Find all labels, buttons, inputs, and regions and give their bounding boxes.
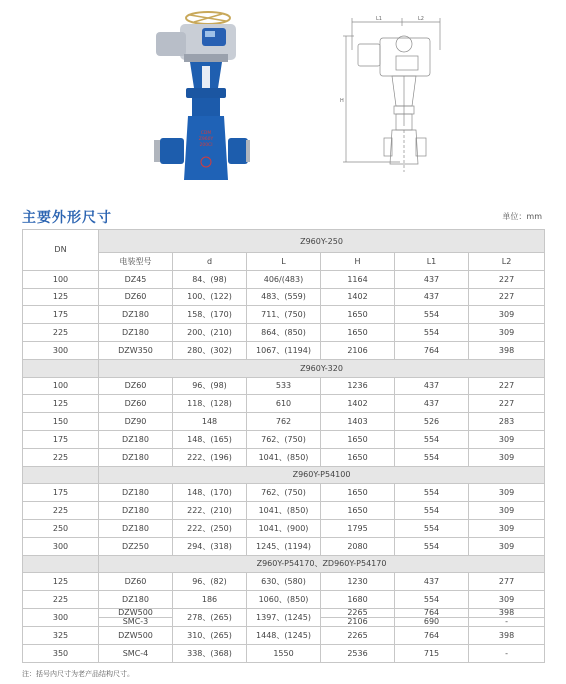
table-cell: 325 [23, 626, 99, 644]
product-images [0, 0, 566, 200]
column-header-h: H [321, 253, 395, 271]
table-cell: 764 [395, 341, 469, 359]
footnote: 注：括号内尺寸为老产品结构尺寸。 [22, 670, 134, 678]
table-cell: 158、(170) [173, 306, 247, 324]
section-title-cell: Z960Y-P54170、ZD960Y-P54170 [99, 555, 545, 573]
table-cell: 398 [469, 341, 545, 359]
table-row [23, 288, 545, 306]
table-row [23, 608, 545, 626]
table-cell: 1041、(850) [247, 502, 321, 520]
table-cell: 222、(196) [173, 448, 247, 466]
table-row [23, 448, 545, 466]
table-row [23, 591, 545, 609]
table-cell: 483、(559) [247, 288, 321, 306]
table-row [23, 537, 545, 555]
table-cell: 1041、(850) [247, 448, 321, 466]
table-cell: 148 [173, 413, 247, 431]
table-cell: 338、(368) [173, 644, 247, 662]
photo-marking-2: Z960Y [198, 137, 214, 142]
table-cell [99, 608, 173, 626]
table-cell: 762、(750) [247, 484, 321, 502]
table-cell: 222、(210) [173, 502, 247, 520]
table-cell: DZ250 [99, 537, 173, 555]
photo-marking-3: 200CI [199, 143, 213, 148]
table-cell: 300 [23, 341, 99, 359]
table-row [23, 306, 545, 324]
table-cell: - [469, 644, 545, 662]
table-cell: 227 [469, 377, 545, 395]
table-cell: 310、(265) [173, 626, 247, 644]
table-cell: 227 [469, 270, 545, 288]
table-cell-line: SMC-3 [99, 617, 172, 626]
table-cell: 309 [469, 537, 545, 555]
table-cell: 175 [23, 430, 99, 448]
section-title-cell: Z960Y-320 [99, 359, 545, 377]
table-cell: 1060、(850) [247, 591, 321, 609]
column-header-d: d [173, 253, 247, 271]
table-cell: DZW350 [99, 341, 173, 359]
table-cell: DZ180 [99, 484, 173, 502]
model-header: 电装型号 [99, 253, 173, 271]
table-cell: 186 [173, 591, 247, 609]
table-cell: 100 [23, 270, 99, 288]
section-blank-cell [23, 555, 99, 573]
table-cell: 150 [23, 413, 99, 431]
photo-marking-1: CDM [200, 131, 212, 136]
section-title: 主要外形尺寸 [22, 210, 112, 226]
column-header-l1: L1 [395, 253, 469, 271]
table-cell [469, 608, 545, 626]
table-cell: 1403 [321, 413, 395, 431]
table-cell: 96、(98) [173, 377, 247, 395]
column-header-row [23, 253, 545, 271]
table-row [23, 519, 545, 537]
table-cell: SMC-4 [99, 644, 173, 662]
table-cell: 1680 [321, 591, 395, 609]
table-cell: 225 [23, 591, 99, 609]
table-cell: 125 [23, 288, 99, 306]
table-cell: 222、(250) [173, 519, 247, 537]
table-row [23, 626, 545, 644]
table-cell: 350 [23, 644, 99, 662]
table-cell: 294、(318) [173, 537, 247, 555]
table-cell: DZ180 [99, 519, 173, 537]
table-cell: 554 [395, 484, 469, 502]
table-cell: 711、(750) [247, 306, 321, 324]
table-cell-line: 764 [423, 607, 440, 617]
table-cell-line: 398 [498, 607, 515, 617]
table-cell: 437 [395, 573, 469, 591]
table-cell: 309 [469, 591, 545, 609]
table-cell: 1164 [321, 270, 395, 288]
table-cell: 1550 [247, 644, 321, 662]
table-row [23, 573, 545, 591]
table-cell: 526 [395, 413, 469, 431]
table-cell: 554 [395, 537, 469, 555]
table-cell-line: - [469, 617, 544, 626]
table-row [23, 395, 545, 413]
table-cell: 100 [23, 377, 99, 395]
table-cell-line: 690 [395, 617, 468, 626]
table-cell: 175 [23, 306, 99, 324]
valve-photo [150, 10, 250, 188]
table-cell: 225 [23, 448, 99, 466]
table-cell-line: 2106 [321, 617, 394, 626]
table-cell: 406/(483) [247, 270, 321, 288]
table-cell: 437 [395, 288, 469, 306]
table-cell: 630、(580) [247, 573, 321, 591]
table-cell: 2080 [321, 537, 395, 555]
table-cell: 715 [395, 644, 469, 662]
table-cell: 2265 [321, 626, 395, 644]
table-cell: DZ180 [99, 306, 173, 324]
table-cell-line: 2265 [347, 607, 368, 617]
table-cell: 1402 [321, 288, 395, 306]
table-cell: 437 [395, 395, 469, 413]
table-cell: 762 [247, 413, 321, 431]
section-header-row [23, 466, 545, 484]
table-cell: 1041、(900) [247, 519, 321, 537]
dim-h-label: H [340, 98, 344, 104]
table-cell: 2106 [321, 341, 395, 359]
table-cell: 148、(165) [173, 430, 247, 448]
table-row [23, 413, 545, 431]
table-cell: 554 [395, 430, 469, 448]
section-header-row [23, 230, 545, 253]
dim-l1-label: L1 [376, 16, 382, 22]
table-cell: DZ180 [99, 502, 173, 520]
table-cell: DZ180 [99, 591, 173, 609]
table-cell: 1245、(1194) [247, 537, 321, 555]
table-cell: 1448、(1245) [247, 626, 321, 644]
table-cell: 610 [247, 395, 321, 413]
table-cell: 118、(128) [173, 395, 247, 413]
table-cell: 1236 [321, 377, 395, 395]
table-cell: 1067、(1194) [247, 341, 321, 359]
table-cell: 200、(210) [173, 324, 247, 342]
table-cell: 309 [469, 502, 545, 520]
table-row [23, 377, 545, 395]
table-cell: 1650 [321, 430, 395, 448]
table-row [23, 430, 545, 448]
table-cell: DZ180 [99, 430, 173, 448]
table-cell: 250 [23, 519, 99, 537]
table-row [23, 341, 545, 359]
table-cell: 762、(750) [247, 430, 321, 448]
table-cell: DZ60 [99, 395, 173, 413]
table-cell: DZ180 [99, 324, 173, 342]
table-row [23, 270, 545, 288]
table-cell: 864、(850) [247, 324, 321, 342]
table-cell: 1397、(1245) [247, 608, 321, 626]
table-row [23, 484, 545, 502]
table-cell: 1795 [321, 519, 395, 537]
section-header-row [23, 555, 545, 573]
table-cell: 148、(170) [173, 484, 247, 502]
table-cell: 225 [23, 324, 99, 342]
table-cell: 300 [23, 537, 99, 555]
table-cell: 554 [395, 448, 469, 466]
table-cell: 280、(302) [173, 341, 247, 359]
table-cell [395, 608, 469, 626]
table-cell: DZ60 [99, 288, 173, 306]
table-cell: 227 [469, 288, 545, 306]
table-cell: 175 [23, 484, 99, 502]
table-cell: DZ90 [99, 413, 173, 431]
table-cell: 554 [395, 591, 469, 609]
table-cell: 1650 [321, 502, 395, 520]
table-cell: 309 [469, 306, 545, 324]
table-cell: 96、(82) [173, 573, 247, 591]
table-cell: DZ45 [99, 270, 173, 288]
table-cell: 309 [469, 484, 545, 502]
table-cell: 84、(98) [173, 270, 247, 288]
table-cell: 277 [469, 573, 545, 591]
table-cell: 278、(265) [173, 608, 247, 626]
table-cell-line: DZW500 [118, 607, 153, 617]
section-blank-cell [23, 466, 99, 484]
dimension-table [22, 229, 545, 663]
table-cell: 1650 [321, 306, 395, 324]
section-blank-cell [23, 359, 99, 377]
table-cell: 309 [469, 324, 545, 342]
table-cell: 309 [469, 519, 545, 537]
table-cell: 1650 [321, 448, 395, 466]
valve-outline-drawing [340, 14, 460, 190]
table-cell: 554 [395, 519, 469, 537]
table-row [23, 502, 545, 520]
table-cell: 225 [23, 502, 99, 520]
dim-l2-label: L2 [418, 16, 424, 22]
table-cell: 554 [395, 502, 469, 520]
table-row [23, 324, 545, 342]
table-cell: DZW500 [99, 626, 173, 644]
section-title-cell: Z960Y-250 [99, 230, 545, 253]
section-title-cell: Z960Y-P54100 [99, 466, 545, 484]
table-cell [321, 608, 395, 626]
table-cell: DZ180 [99, 448, 173, 466]
table-cell: 125 [23, 573, 99, 591]
table-cell: DZ60 [99, 377, 173, 395]
table-cell: 125 [23, 395, 99, 413]
table-cell: 1650 [321, 324, 395, 342]
unit-label: 单位：mm [502, 212, 542, 221]
table-cell: 300 [23, 608, 99, 626]
table-cell: 1402 [321, 395, 395, 413]
table-cell: 2536 [321, 644, 395, 662]
dn-header: DN [23, 230, 99, 271]
table-cell: 533 [247, 377, 321, 395]
table-cell: 100、(122) [173, 288, 247, 306]
table-cell: 1230 [321, 573, 395, 591]
table-cell: 309 [469, 448, 545, 466]
section-header-row [23, 359, 545, 377]
table-cell: 227 [469, 395, 545, 413]
table-cell: 398 [469, 626, 545, 644]
column-header-l: L [247, 253, 321, 271]
table-row [23, 644, 545, 662]
table-cell: 1650 [321, 484, 395, 502]
table-cell: 437 [395, 377, 469, 395]
table-cell: 437 [395, 270, 469, 288]
table-cell: 283 [469, 413, 545, 431]
table-cell: 764 [395, 626, 469, 644]
table-cell: 554 [395, 306, 469, 324]
column-header-l2: L2 [469, 253, 545, 271]
table-cell: DZ60 [99, 573, 173, 591]
table-cell: 554 [395, 324, 469, 342]
table-cell: 309 [469, 430, 545, 448]
